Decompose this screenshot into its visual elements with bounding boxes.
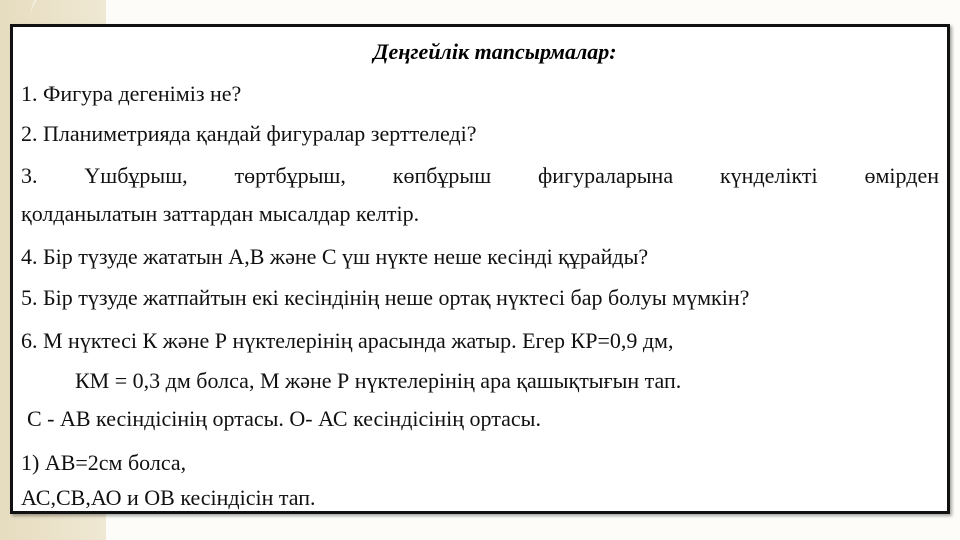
question-6: 6. М нүктесі К және Р нүктелерінің арасында жатыр. Егер КР=0,9 дм, bbox=[21, 328, 674, 353]
question-1: 1. Фигура дегеніміз не? bbox=[21, 81, 242, 106]
question-2: 2. Планиметрияда қандай фигуралар зерттеледі? bbox=[21, 121, 477, 146]
task-box bbox=[10, 24, 950, 514]
question-6-cont: КМ = 0,3 дм болса, М және Р нүктелерінің ара қашықтығын тап. bbox=[75, 368, 682, 393]
question-4: 4. Бір түзуде жататын А,В және С үш нүкте неше кесінді құрайды? bbox=[21, 244, 649, 269]
question-3: 3. Үшбұрыш, төртбұрыш, көпбұрыш фигураларына күнделікті өмірден bbox=[21, 163, 939, 188]
problem-statement: С - АВ кесіндісінің ортасы. О- АС кесіндісінің ортасы. bbox=[27, 406, 541, 431]
question-5: 5. Бір түзуде жатпайтын екі кесіндінің неше ортақ нүктесі бар болуы мүмкін? bbox=[21, 285, 750, 310]
problem-part-1: 1) АВ=2см болса, bbox=[21, 450, 187, 475]
slide-title: Деңгейлік тапсырмалар: bbox=[373, 39, 617, 64]
question-3-cont: қолданылатын заттардан мысалдар келтір. bbox=[21, 201, 420, 226]
problem-part-1-cont: АС,СВ,АО и ОВ кесіндісін тап. bbox=[21, 485, 316, 510]
